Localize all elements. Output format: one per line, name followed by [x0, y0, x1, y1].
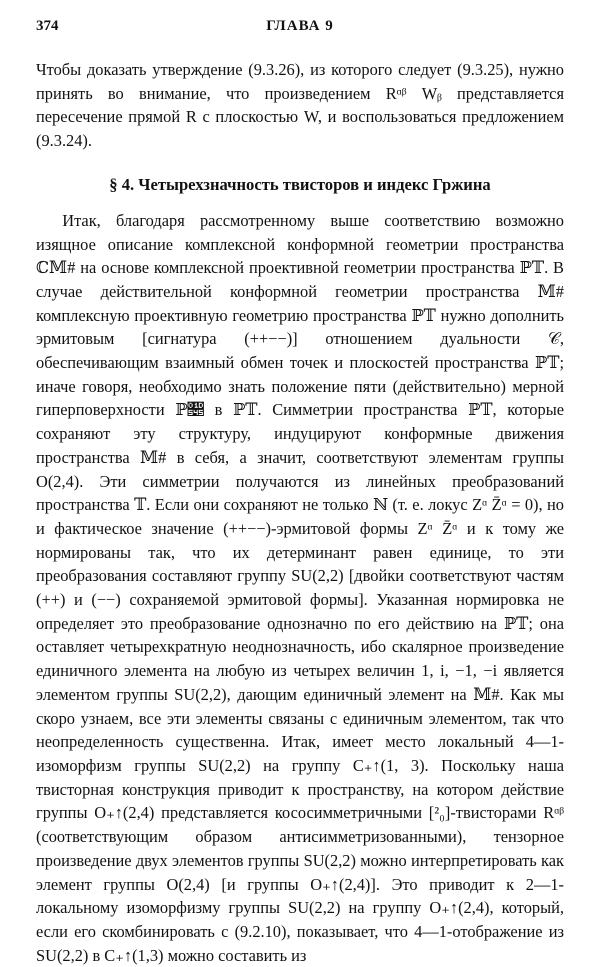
main-paragraph: Итак, благодаря рассмотренному выше соответствию возможно изящное описание комплексной конформной геометрии пространства ℂ𝕄# на основе комплексной проективной геометрии пространства ℙ𝕋. В случае действительной конформной геометрии пространства 𝕄# комплексную проективную геометрию пространства ℙ𝕋 нужно дополнить эрмитовым [сигнатура (++−−)] отношением дуальности 𝒞, обеспечивающим взаимный обмен точек и плоскостей пространства ℙ𝕋; иначе говоря, необходимо знать положение пяти (действительно) мерной гиперповерхности ℙ𝕅 в ℙ𝕋. Симметрии пространства ℙ𝕋, которые сохраняют эту структуру, индуцируют конформные движения пространства 𝕄# в себя, а значит, соответствуют элементам группы O(2,4). Эти симметрии получаются из линейных преобразований пространства 𝕋. Если они сохраняют не только ℕ (т. е. локус Zᵅ Z̄ᵅ = 0), но и фактическое значение (++−−)-эрмитовой формы Zᵅ Z̄ᵅ и к тому же нормированы так, что их детерминант равен единице, то эти преобразования составляют группу SU(2,2) [двойки соответствуют частям (++) и (−−) сохраняемой эрмитовой формы]. Указанная нормировка не определяет это преобразование однозначно по его действию на ℙ𝕋; она оставляет четырехкратную неоднозначность, ибо скалярное произведение единичного элемента на любую из четырех величин 1, i, −1, −i является элементом группы SU(2,2), дающим единичный элемент на 𝕄#. Как мы скоро узнаем, все эти элементы связаны с единичным элементом, так что неопределенность существенна. Итак, имеет место локальный 4—1-изоморфизм группы SU(2,2) на группу C₊↑(1, 3). Поскольку наша твисторная конструкция приводит к пространству, на котором действие группы O₊↑(2,4) представляется кососимметричными [²₀]-твисторами Rᵅᵝ (соответствующим образом антисимметризованными), тензорное произведение двух элементов группы SU(2,2) можно интерпретировать как элемент группы O(2,4) [и группы O₊↑(2,4)]. Это приводит к 2—1-локальному изоморфизму группы SU(2,2) на группу O₊↑(2,4), который, если его скомбинировать с (9.2.10), показывает, что 4—1-отображение из SU(2,2) в C₊↑(1,3) можно составить из: [36, 210, 564, 965]
chapter-title: ГЛАВА 9: [266, 18, 334, 34]
intro-paragraph: Чтобы доказать утверждение (9.3.26), из которого следует (9.3.25), нужно принять во внимание, что произведением Rᵅᵝ Wᵦ представляется пересечение прямой R с плоскостью W, и воспользоваться предложением (9.3.24).: [36, 60, 564, 151]
running-head: [36, 14, 564, 42]
page-number: 374: [36, 18, 59, 34]
section-heading: § 4. Четырехзначность твисторов и индекс Гржина: [109, 174, 491, 194]
body-text: [36, 58, 564, 967]
